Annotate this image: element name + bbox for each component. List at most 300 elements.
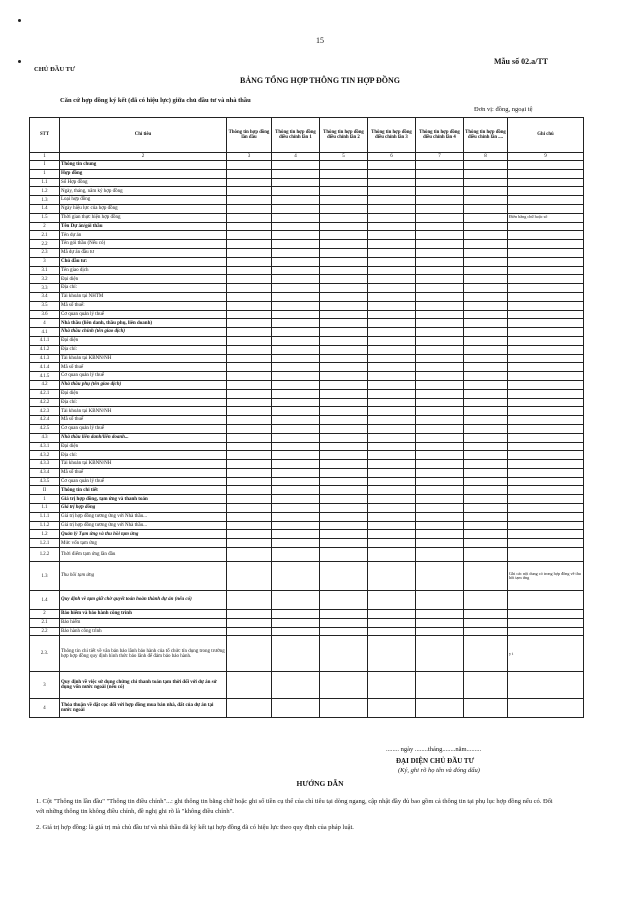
row-number: 2 xyxy=(30,222,60,231)
value-cell xyxy=(368,266,416,275)
row-number: 1.2.2 xyxy=(30,548,60,562)
table-row xyxy=(30,521,584,530)
value-cell xyxy=(416,407,464,416)
value-cell xyxy=(508,196,584,205)
value-cell xyxy=(227,354,272,363)
value-cell xyxy=(272,477,320,486)
value-cell xyxy=(464,275,508,284)
row-number: 2.1 xyxy=(30,618,60,627)
value-cell xyxy=(508,460,584,469)
row-number: 4.1 xyxy=(30,328,60,337)
row-label: Tên Dự án/gói thầu xyxy=(60,222,227,231)
value-cell xyxy=(508,284,584,293)
value-cell xyxy=(368,231,416,240)
unit-label: Đơn vị: đồng, ngoại tệ xyxy=(474,106,533,113)
value-cell xyxy=(272,636,320,672)
value-cell xyxy=(227,468,272,477)
value-cell xyxy=(227,486,272,495)
value-cell xyxy=(272,416,320,425)
row-label: Loại hợp đồng xyxy=(60,196,227,205)
row-number: 1.3 xyxy=(30,196,60,205)
value-cell xyxy=(272,240,320,249)
table-row xyxy=(30,495,584,504)
value-cell xyxy=(416,460,464,469)
value-cell xyxy=(508,301,584,310)
row-number: 1.5 xyxy=(30,213,60,222)
table-row xyxy=(30,442,584,451)
value-cell xyxy=(508,380,584,389)
row-number: 4.2.1 xyxy=(30,389,60,398)
value-cell xyxy=(416,530,464,539)
row-label: Thu hồi tạm ứng xyxy=(60,562,227,591)
value-cell xyxy=(320,398,368,407)
row-number: 4.2.5 xyxy=(30,424,60,433)
row-label: Bảo hiểm và bảo hành công trình xyxy=(60,610,227,619)
row-label: Đại diện xyxy=(60,336,227,345)
value-cell xyxy=(227,636,272,672)
value-cell xyxy=(368,442,416,451)
value-cell xyxy=(464,468,508,477)
table-row xyxy=(30,636,584,672)
value-cell xyxy=(508,161,584,170)
value-cell xyxy=(227,161,272,170)
value-cell xyxy=(320,699,368,718)
value-cell xyxy=(464,169,508,178)
value-cell xyxy=(508,310,584,319)
row-number: 3 xyxy=(30,672,60,699)
value-cell xyxy=(272,319,320,328)
value-cell xyxy=(508,187,584,196)
value-cell xyxy=(320,407,368,416)
value-cell xyxy=(508,275,584,284)
value-cell xyxy=(227,310,272,319)
value-cell xyxy=(368,240,416,249)
value-cell xyxy=(272,407,320,416)
value-cell xyxy=(320,231,368,240)
value-cell xyxy=(508,416,584,425)
value-cell xyxy=(508,372,584,381)
value-cell xyxy=(464,460,508,469)
value-cell xyxy=(464,372,508,381)
row-number: 2.1 xyxy=(30,231,60,240)
row-number: 1.2 xyxy=(30,187,60,196)
column-number: 9 xyxy=(508,153,584,161)
value-cell xyxy=(464,389,508,398)
value-cell xyxy=(272,627,320,636)
value-cell xyxy=(464,257,508,266)
value-cell xyxy=(227,398,272,407)
row-label: Cơ quan quản lý thuế xyxy=(60,477,227,486)
row-label: Ngày hiệu lực của hợp đồng xyxy=(60,204,227,213)
value-cell xyxy=(227,627,272,636)
value-cell xyxy=(320,336,368,345)
value-cell xyxy=(272,451,320,460)
value-cell xyxy=(272,161,320,170)
value-cell xyxy=(227,301,272,310)
value-cell xyxy=(227,178,272,187)
value-cell xyxy=(416,169,464,178)
table-row xyxy=(30,310,584,319)
table-row xyxy=(30,380,584,389)
row-number: 3 xyxy=(30,257,60,266)
row-number: 2 xyxy=(30,610,60,619)
value-cell xyxy=(368,284,416,293)
value-cell xyxy=(464,610,508,619)
note-cell: Điền bằng chữ hoặc số xyxy=(508,213,584,222)
value-cell xyxy=(272,213,320,222)
value-cell xyxy=(320,442,368,451)
value-cell xyxy=(272,591,320,610)
value-cell xyxy=(272,178,320,187)
table-row xyxy=(30,468,584,477)
value-cell xyxy=(320,257,368,266)
row-label: Đại diện xyxy=(60,275,227,284)
value-cell xyxy=(368,389,416,398)
value-cell xyxy=(464,548,508,562)
value-cell xyxy=(227,196,272,205)
row-label: Thỏa thuận về đặt cọc đối với hợp đồng mua bán nhà, đất của dự án tại nước ngoài xyxy=(60,699,227,718)
value-cell xyxy=(272,336,320,345)
value-cell xyxy=(227,699,272,718)
table-row xyxy=(30,196,584,205)
value-cell xyxy=(416,618,464,627)
value-cell xyxy=(464,407,508,416)
value-cell xyxy=(464,345,508,354)
value-cell xyxy=(227,562,272,591)
value-cell xyxy=(368,460,416,469)
row-label: Địa chỉ: xyxy=(60,345,227,354)
value-cell xyxy=(508,336,584,345)
value-cell xyxy=(464,266,508,275)
value-cell xyxy=(416,477,464,486)
value-cell xyxy=(227,248,272,257)
value-cell xyxy=(464,310,508,319)
value-cell xyxy=(368,161,416,170)
signature-date-line: ........ ngày ........tháng........năm......... xyxy=(386,746,482,753)
header-cell: Chỉ tiêu xyxy=(60,118,227,153)
row-label: Ngày, tháng, năm ký hợp đồng xyxy=(60,187,227,196)
value-cell xyxy=(368,468,416,477)
row-number: 4 xyxy=(30,319,60,328)
column-number: 3 xyxy=(227,153,272,161)
value-cell xyxy=(320,636,368,672)
value-cell xyxy=(227,424,272,433)
value-cell xyxy=(464,477,508,486)
row-label: Thời gian thực hiện hợp đồng xyxy=(60,213,227,222)
value-cell xyxy=(227,204,272,213)
header-cell: Thông tin hợp đồng điều chỉnh lần 4 xyxy=(416,118,464,153)
row-label: Bảo hiểm xyxy=(60,618,227,627)
value-cell xyxy=(508,266,584,275)
table-row xyxy=(30,672,584,699)
row-number: 1 xyxy=(30,495,60,504)
table-row xyxy=(30,204,584,213)
table-row xyxy=(30,231,584,240)
value-cell xyxy=(416,495,464,504)
value-cell xyxy=(368,222,416,231)
value-cell xyxy=(508,548,584,562)
value-cell xyxy=(416,627,464,636)
value-cell xyxy=(464,248,508,257)
table-row xyxy=(30,257,584,266)
row-number: 2.3. xyxy=(30,636,60,672)
value-cell xyxy=(416,292,464,301)
value-cell xyxy=(368,433,416,442)
value-cell xyxy=(272,310,320,319)
value-cell xyxy=(416,610,464,619)
value-cell xyxy=(320,204,368,213)
value-cell xyxy=(272,363,320,372)
value-cell xyxy=(464,521,508,530)
row-label: Mức vốn tạm ứng xyxy=(60,539,227,548)
value-cell xyxy=(416,187,464,196)
row-number: 3.3 xyxy=(30,284,60,293)
table-row xyxy=(30,178,584,187)
value-cell xyxy=(368,699,416,718)
value-cell xyxy=(508,222,584,231)
value-cell xyxy=(227,213,272,222)
value-cell xyxy=(272,618,320,627)
value-cell xyxy=(508,240,584,249)
row-label: Quy định về việc sử dụng chứng chỉ thanh toán tạm thời đối với dự án sử dụng vốn nước ngoài (nếu có) xyxy=(60,672,227,699)
value-cell xyxy=(416,204,464,213)
table-row xyxy=(30,477,584,486)
value-cell xyxy=(320,504,368,513)
row-number: 3.5 xyxy=(30,301,60,310)
value-cell xyxy=(227,442,272,451)
value-cell xyxy=(368,416,416,425)
table-row xyxy=(30,213,584,222)
value-cell xyxy=(416,562,464,591)
value-cell xyxy=(508,486,584,495)
table-row xyxy=(30,460,584,469)
table-row xyxy=(30,548,584,562)
value-cell xyxy=(320,548,368,562)
value-cell xyxy=(320,222,368,231)
row-number: 4.1.5 xyxy=(30,372,60,381)
value-cell xyxy=(416,240,464,249)
row-number: 4.2.3 xyxy=(30,407,60,416)
value-cell xyxy=(368,424,416,433)
value-cell xyxy=(464,672,508,699)
value-cell xyxy=(227,336,272,345)
table-row xyxy=(30,512,584,521)
value-cell xyxy=(368,380,416,389)
table-row xyxy=(30,451,584,460)
value-cell xyxy=(272,539,320,548)
value-cell xyxy=(416,699,464,718)
value-cell xyxy=(416,512,464,521)
table-row xyxy=(30,187,584,196)
value-cell xyxy=(416,424,464,433)
value-cell xyxy=(464,178,508,187)
value-cell xyxy=(368,627,416,636)
value-cell xyxy=(464,204,508,213)
value-cell xyxy=(416,468,464,477)
row-label: Tên giao dịch xyxy=(60,266,227,275)
value-cell xyxy=(272,284,320,293)
value-cell xyxy=(227,477,272,486)
table-row xyxy=(30,161,584,170)
value-cell xyxy=(272,257,320,266)
value-cell xyxy=(508,495,584,504)
value-cell xyxy=(320,284,368,293)
row-number: 3.2 xyxy=(30,275,60,284)
value-cell xyxy=(464,618,508,627)
value-cell xyxy=(508,627,584,636)
row-number: 4.2.2 xyxy=(30,398,60,407)
value-cell xyxy=(320,477,368,486)
value-cell xyxy=(227,257,272,266)
value-cell xyxy=(464,363,508,372)
value-cell xyxy=(464,699,508,718)
value-cell xyxy=(272,345,320,354)
value-cell xyxy=(320,672,368,699)
table-row xyxy=(30,275,584,284)
value-cell xyxy=(464,591,508,610)
scan-mark xyxy=(18,60,21,63)
value-cell xyxy=(464,512,508,521)
value-cell xyxy=(320,468,368,477)
value-cell xyxy=(272,169,320,178)
column-number-row xyxy=(30,153,584,161)
row-number: 2.2 xyxy=(30,240,60,249)
row-number: 1.1.1 xyxy=(30,512,60,521)
value-cell xyxy=(227,328,272,337)
value-cell xyxy=(272,442,320,451)
row-number: 4.1.2 xyxy=(30,345,60,354)
row-number: 1.2.1 xyxy=(30,539,60,548)
value-cell xyxy=(320,345,368,354)
value-cell xyxy=(368,363,416,372)
value-cell xyxy=(368,398,416,407)
value-cell xyxy=(227,591,272,610)
value-cell xyxy=(320,530,368,539)
row-label: Thông tin chung xyxy=(60,161,227,170)
value-cell xyxy=(272,354,320,363)
value-cell xyxy=(464,284,508,293)
value-cell xyxy=(416,248,464,257)
value-cell xyxy=(272,562,320,591)
value-cell xyxy=(368,610,416,619)
value-cell xyxy=(416,213,464,222)
value-cell xyxy=(227,548,272,562)
value-cell xyxy=(464,398,508,407)
value-cell xyxy=(508,407,584,416)
row-number: 1.1 xyxy=(30,504,60,513)
value-cell xyxy=(272,292,320,301)
value-cell xyxy=(464,354,508,363)
table-row xyxy=(30,591,584,610)
table-row xyxy=(30,292,584,301)
value-cell xyxy=(320,363,368,372)
table-row xyxy=(30,363,584,372)
row-label: Tên dự án xyxy=(60,231,227,240)
table-row xyxy=(30,407,584,416)
value-cell xyxy=(508,257,584,266)
row-label: Tài khoản tại KBNN/NH xyxy=(60,460,227,469)
value-cell xyxy=(508,433,584,442)
value-cell xyxy=(368,301,416,310)
value-cell xyxy=(508,169,584,178)
table-row xyxy=(30,169,584,178)
value-cell xyxy=(416,319,464,328)
value-cell xyxy=(368,196,416,205)
row-number: 1.1.2 xyxy=(30,521,60,530)
value-cell xyxy=(464,240,508,249)
value-cell xyxy=(368,548,416,562)
value-cell xyxy=(508,610,584,619)
value-cell xyxy=(320,354,368,363)
page-number: 15 xyxy=(316,36,324,45)
scan-mark xyxy=(18,19,21,22)
row-label: Đại diện xyxy=(60,442,227,451)
value-cell xyxy=(464,161,508,170)
value-cell xyxy=(508,424,584,433)
table-row xyxy=(30,530,584,539)
value-cell xyxy=(320,424,368,433)
row-number: 1 xyxy=(30,169,60,178)
row-number: 4.3.2 xyxy=(30,451,60,460)
table-row xyxy=(30,504,584,513)
value-cell xyxy=(508,363,584,372)
value-cell xyxy=(272,187,320,196)
value-cell xyxy=(320,512,368,521)
value-cell xyxy=(368,310,416,319)
row-label: Giá trị hợp đồng, tạm ứng và thanh toán xyxy=(60,495,227,504)
value-cell xyxy=(416,398,464,407)
value-cell xyxy=(508,477,584,486)
value-cell xyxy=(227,407,272,416)
value-cell xyxy=(508,618,584,627)
table-row xyxy=(30,562,584,591)
signature-title: ĐẠI DIỆN CHỦ ĐẦU TƯ xyxy=(396,757,475,765)
row-number: 1.2 xyxy=(30,530,60,539)
value-cell xyxy=(368,618,416,627)
row-label: Mã số thuế xyxy=(60,363,227,372)
header-row xyxy=(30,118,584,153)
value-cell xyxy=(227,222,272,231)
value-cell xyxy=(416,380,464,389)
row-label: Tài khoản tại NHTM xyxy=(60,292,227,301)
table-row xyxy=(30,319,584,328)
table-row xyxy=(30,539,584,548)
value-cell xyxy=(272,222,320,231)
row-label: Nhà thầu (liên danh, thầu phụ, liên doanh) xyxy=(60,319,227,328)
table-row xyxy=(30,301,584,310)
table-row xyxy=(30,486,584,495)
value-cell xyxy=(368,521,416,530)
row-label: Hợp đồng xyxy=(60,169,227,178)
value-cell xyxy=(320,161,368,170)
value-cell xyxy=(464,416,508,425)
value-cell xyxy=(416,539,464,548)
row-label: Mã dự án đầu tư xyxy=(60,248,227,257)
value-cell xyxy=(416,161,464,170)
value-cell xyxy=(416,284,464,293)
signature-subtitle: (Ký, ghi rõ họ tên và đóng dấu) xyxy=(398,767,480,774)
value-cell xyxy=(416,548,464,562)
row-label: Nhà thầu chính (tên giao dịch) xyxy=(60,328,227,337)
row-label: Mã số thuế xyxy=(60,416,227,425)
value-cell xyxy=(272,398,320,407)
row-label: Đại diện xyxy=(60,389,227,398)
value-cell xyxy=(416,231,464,240)
table-row xyxy=(30,248,584,257)
value-cell xyxy=(368,636,416,672)
column-number: 5 xyxy=(320,153,368,161)
value-cell xyxy=(320,178,368,187)
